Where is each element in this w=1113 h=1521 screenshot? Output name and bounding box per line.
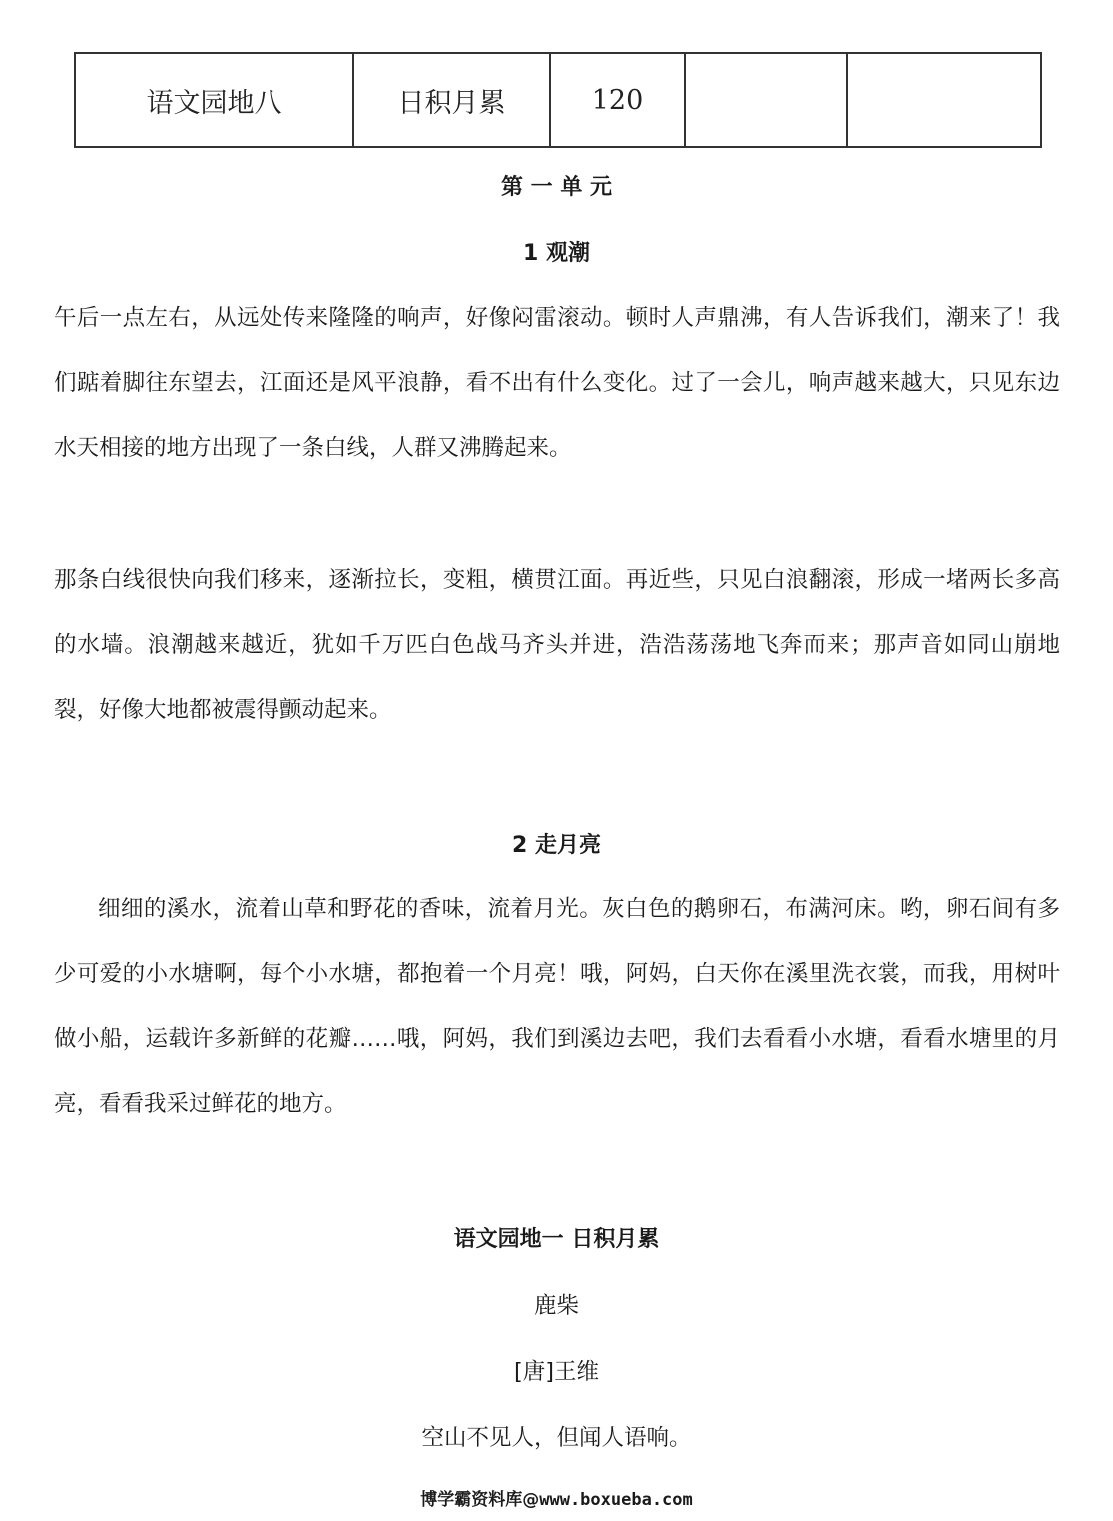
lesson2-paragraph1: 细细的溪水，流着山草和野花的香味，流着月光。灰白色的鹅卵石，布满河床。哟，卵石间有多少可爱的小水塘啊，每个小水塘，都抱着一个月亮！哦，阿妈，白天你在溪里洗衣裳，而我，用树叶做小船，运载许多新鲜的花瓣……哦，阿妈，我们到溪边去吧，我们去看看小水塘，看看水塘里的月亮，看看我采过鲜花的地方。	[54, 896, 1060, 1117]
poem-author: [唐]王维	[513, 1359, 600, 1385]
garden1-title: 语文园地一 日积月累	[453, 1227, 660, 1252]
toc-lesson-cell: 语文园地八	[75, 53, 353, 147]
table-row	[75, 53, 1041, 147]
toc-empty-cell	[685, 53, 847, 147]
toc-page-cell: 120	[550, 53, 685, 147]
toc-section-cell: 日积月累	[353, 53, 550, 147]
lesson1-title: 1 观潮	[523, 241, 590, 266]
toc-table	[74, 52, 1042, 148]
poem-line: 空山不见人，但闻人语响。	[421, 1425, 692, 1451]
poem-title: 鹿柴	[533, 1293, 579, 1319]
page-footer	[0, 1485, 1113, 1510]
footer-url: www.boxueba.com	[539, 1490, 693, 1510]
lesson2-title: 2 走月亮	[512, 833, 601, 858]
unit-title: 第 一 单 元	[501, 175, 612, 200]
toc-empty-cell	[847, 53, 1041, 147]
footer-site-name: 博学霸资料库@	[420, 1490, 540, 1510]
lesson1-paragraph1: 午后一点左右，从远处传来隆隆的响声，好像闷雷滚动。顿时人声鼎沸，有人告诉我们，潮来了！我们踮着脚往东望去，江面还是风平浪静，看不出有什么变化。过了一会儿，响声越来越大，只见东边水天相接的地方出现了一条白线，人群又沸腾起来。	[54, 305, 1060, 461]
lesson1-paragraph2: 那条白线很快向我们移来，逐渐拉长，变粗，横贯江面。再近些，只见白浪翻滚，形成一堵两长多高的水墙。浪潮越来越近，犹如千万匹白色战马齐头并进，浩浩荡荡地飞奔而来；那声音如同山崩地裂，好像大地都被震得颤动起来。	[54, 567, 1060, 723]
